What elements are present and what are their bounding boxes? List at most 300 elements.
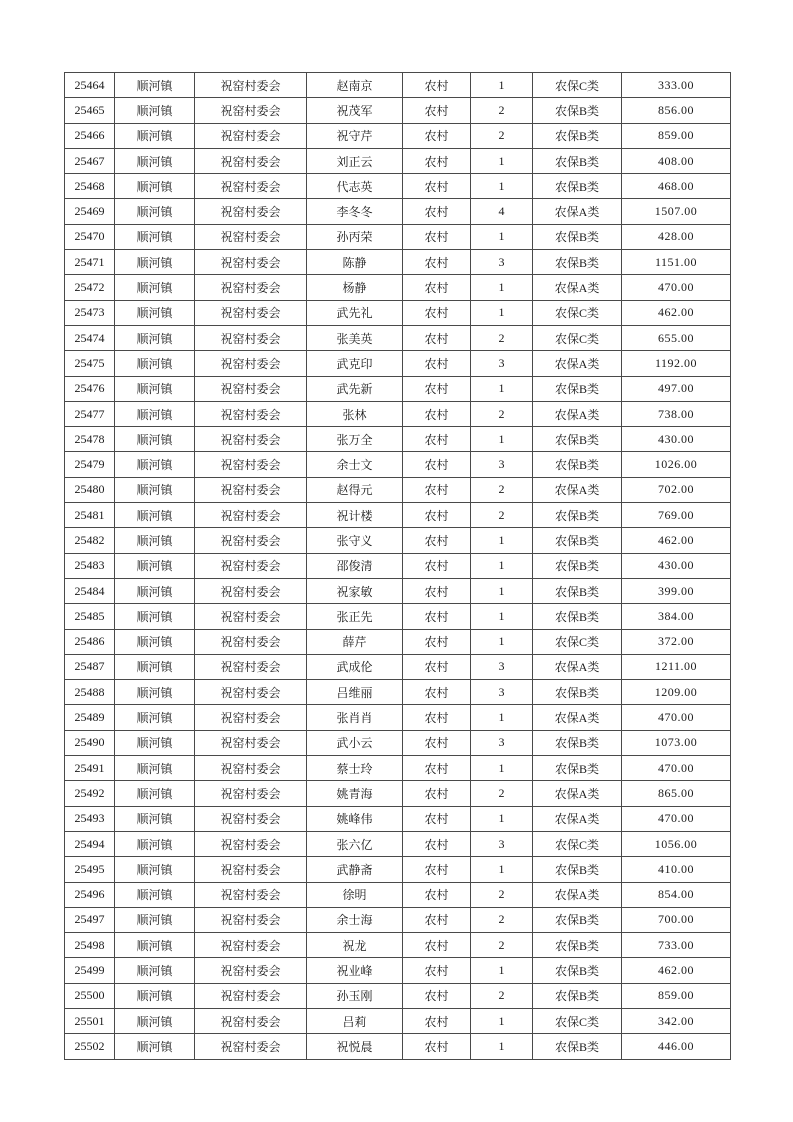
cell-id: 25485 bbox=[65, 604, 115, 629]
table-row bbox=[65, 604, 731, 629]
table-row bbox=[65, 705, 731, 730]
cell-count: 3 bbox=[471, 831, 533, 856]
cell-town: 顺河镇 bbox=[115, 452, 195, 477]
cell-name: 杨静 bbox=[307, 275, 403, 300]
cell-count: 1 bbox=[471, 756, 533, 781]
cell-name: 赵南京 bbox=[307, 73, 403, 98]
cell-category: 农保B类 bbox=[533, 528, 622, 553]
cell-name: 张守义 bbox=[307, 528, 403, 553]
table-row bbox=[65, 98, 731, 123]
cell-town: 顺河镇 bbox=[115, 907, 195, 932]
cell-name: 余士文 bbox=[307, 452, 403, 477]
cell-type: 农村 bbox=[403, 958, 471, 983]
cell-town: 顺河镇 bbox=[115, 528, 195, 553]
cell-amount: 333.00 bbox=[622, 73, 731, 98]
cell-amount: 1073.00 bbox=[622, 730, 731, 755]
table-row bbox=[65, 300, 731, 325]
cell-town: 顺河镇 bbox=[115, 958, 195, 983]
table-row bbox=[65, 831, 731, 856]
table-row bbox=[65, 553, 731, 578]
cell-category: 农保B类 bbox=[533, 857, 622, 882]
cell-amount: 497.00 bbox=[622, 376, 731, 401]
cell-name: 祝龙 bbox=[307, 933, 403, 958]
cell-village: 祝窑村委会 bbox=[195, 73, 307, 98]
cell-village: 祝窑村委会 bbox=[195, 401, 307, 426]
cell-town: 顺河镇 bbox=[115, 730, 195, 755]
cell-count: 2 bbox=[471, 983, 533, 1008]
cell-village: 祝窑村委会 bbox=[195, 578, 307, 603]
cell-category: 农保A类 bbox=[533, 781, 622, 806]
cell-town: 顺河镇 bbox=[115, 831, 195, 856]
cell-amount: 470.00 bbox=[622, 806, 731, 831]
table-row bbox=[65, 857, 731, 882]
cell-type: 农村 bbox=[403, 806, 471, 831]
cell-town: 顺河镇 bbox=[115, 477, 195, 502]
cell-village: 祝窑村委会 bbox=[195, 907, 307, 932]
cell-type: 农村 bbox=[403, 325, 471, 350]
cell-name: 孙丙荣 bbox=[307, 224, 403, 249]
cell-type: 农村 bbox=[403, 503, 471, 528]
cell-count: 1 bbox=[471, 806, 533, 831]
cell-id: 25489 bbox=[65, 705, 115, 730]
cell-town: 顺河镇 bbox=[115, 705, 195, 730]
cell-id: 25497 bbox=[65, 907, 115, 932]
cell-name: 刘正云 bbox=[307, 148, 403, 173]
cell-id: 25483 bbox=[65, 553, 115, 578]
cell-town: 顺河镇 bbox=[115, 427, 195, 452]
cell-amount: 859.00 bbox=[622, 983, 731, 1008]
cell-town: 顺河镇 bbox=[115, 680, 195, 705]
cell-category: 农保B类 bbox=[533, 604, 622, 629]
cell-count: 1 bbox=[471, 629, 533, 654]
cell-name: 祝守芹 bbox=[307, 123, 403, 148]
cell-amount: 738.00 bbox=[622, 401, 731, 426]
cell-amount: 859.00 bbox=[622, 123, 731, 148]
cell-village: 祝窑村委会 bbox=[195, 199, 307, 224]
table-row bbox=[65, 528, 731, 553]
cell-village: 祝窑村委会 bbox=[195, 933, 307, 958]
cell-village: 祝窑村委会 bbox=[195, 831, 307, 856]
cell-town: 顺河镇 bbox=[115, 275, 195, 300]
cell-type: 农村 bbox=[403, 1008, 471, 1033]
cell-type: 农村 bbox=[403, 705, 471, 730]
cell-category: 农保C类 bbox=[533, 325, 622, 350]
cell-category: 农保B类 bbox=[533, 123, 622, 148]
cell-amount: 372.00 bbox=[622, 629, 731, 654]
cell-village: 祝窑村委会 bbox=[195, 806, 307, 831]
cell-count: 1 bbox=[471, 427, 533, 452]
cell-type: 农村 bbox=[403, 351, 471, 376]
cell-id: 25472 bbox=[65, 275, 115, 300]
cell-count: 1 bbox=[471, 300, 533, 325]
cell-type: 农村 bbox=[403, 730, 471, 755]
cell-name: 代志英 bbox=[307, 174, 403, 199]
cell-town: 顺河镇 bbox=[115, 351, 195, 376]
cell-id: 25476 bbox=[65, 376, 115, 401]
cell-name: 吕莉 bbox=[307, 1008, 403, 1033]
table-row bbox=[65, 756, 731, 781]
cell-village: 祝窑村委会 bbox=[195, 528, 307, 553]
cell-amount: 462.00 bbox=[622, 958, 731, 983]
cell-type: 农村 bbox=[403, 73, 471, 98]
cell-count: 2 bbox=[471, 503, 533, 528]
cell-village: 祝窑村委会 bbox=[195, 224, 307, 249]
cell-town: 顺河镇 bbox=[115, 553, 195, 578]
table-row bbox=[65, 401, 731, 426]
cell-count: 2 bbox=[471, 477, 533, 502]
table-row bbox=[65, 730, 731, 755]
cell-amount: 1507.00 bbox=[622, 199, 731, 224]
cell-id: 25493 bbox=[65, 806, 115, 831]
cell-type: 农村 bbox=[403, 907, 471, 932]
table-row bbox=[65, 578, 731, 603]
cell-town: 顺河镇 bbox=[115, 1034, 195, 1059]
cell-type: 农村 bbox=[403, 680, 471, 705]
cell-category: 农保B类 bbox=[533, 553, 622, 578]
cell-amount: 470.00 bbox=[622, 275, 731, 300]
cell-village: 祝窑村委会 bbox=[195, 1008, 307, 1033]
cell-town: 顺河镇 bbox=[115, 325, 195, 350]
cell-category: 农保A类 bbox=[533, 351, 622, 376]
cell-town: 顺河镇 bbox=[115, 401, 195, 426]
cell-category: 农保B类 bbox=[533, 503, 622, 528]
cell-town: 顺河镇 bbox=[115, 148, 195, 173]
cell-village: 祝窑村委会 bbox=[195, 654, 307, 679]
cell-category: 农保A类 bbox=[533, 654, 622, 679]
cell-name: 孙玉刚 bbox=[307, 983, 403, 1008]
cell-town: 顺河镇 bbox=[115, 756, 195, 781]
cell-village: 祝窑村委会 bbox=[195, 174, 307, 199]
cell-name: 薛芹 bbox=[307, 629, 403, 654]
cell-name: 邵俊清 bbox=[307, 553, 403, 578]
cell-town: 顺河镇 bbox=[115, 199, 195, 224]
cell-town: 顺河镇 bbox=[115, 604, 195, 629]
cell-id: 25470 bbox=[65, 224, 115, 249]
cell-amount: 856.00 bbox=[622, 98, 731, 123]
cell-id: 25500 bbox=[65, 983, 115, 1008]
cell-village: 祝窑村委会 bbox=[195, 629, 307, 654]
cell-category: 农保A类 bbox=[533, 275, 622, 300]
cell-amount: 854.00 bbox=[622, 882, 731, 907]
cell-category: 农保C类 bbox=[533, 831, 622, 856]
table-row bbox=[65, 503, 731, 528]
cell-id: 25496 bbox=[65, 882, 115, 907]
cell-type: 农村 bbox=[403, 528, 471, 553]
cell-amount: 462.00 bbox=[622, 300, 731, 325]
cell-id: 25494 bbox=[65, 831, 115, 856]
cell-category: 农保B类 bbox=[533, 958, 622, 983]
cell-town: 顺河镇 bbox=[115, 933, 195, 958]
cell-count: 1 bbox=[471, 857, 533, 882]
cell-count: 1 bbox=[471, 528, 533, 553]
cell-town: 顺河镇 bbox=[115, 376, 195, 401]
cell-amount: 1211.00 bbox=[622, 654, 731, 679]
cell-category: 农保B类 bbox=[533, 578, 622, 603]
cell-town: 顺河镇 bbox=[115, 300, 195, 325]
cell-town: 顺河镇 bbox=[115, 250, 195, 275]
cell-village: 祝窑村委会 bbox=[195, 756, 307, 781]
cell-type: 农村 bbox=[403, 882, 471, 907]
cell-category: 农保A类 bbox=[533, 806, 622, 831]
cell-name: 蔡士玲 bbox=[307, 756, 403, 781]
cell-category: 农保B类 bbox=[533, 1034, 622, 1059]
cell-id: 25491 bbox=[65, 756, 115, 781]
cell-name: 姚青海 bbox=[307, 781, 403, 806]
cell-id: 25501 bbox=[65, 1008, 115, 1033]
cell-count: 3 bbox=[471, 730, 533, 755]
cell-id: 25464 bbox=[65, 73, 115, 98]
cell-id: 25481 bbox=[65, 503, 115, 528]
cell-name: 张林 bbox=[307, 401, 403, 426]
cell-category: 农保B类 bbox=[533, 730, 622, 755]
cell-amount: 1026.00 bbox=[622, 452, 731, 477]
cell-type: 农村 bbox=[403, 654, 471, 679]
cell-village: 祝窑村委会 bbox=[195, 857, 307, 882]
cell-count: 3 bbox=[471, 351, 533, 376]
cell-category: 农保B类 bbox=[533, 907, 622, 932]
cell-village: 祝窑村委会 bbox=[195, 1034, 307, 1059]
table-row bbox=[65, 174, 731, 199]
table-row bbox=[65, 680, 731, 705]
table-row bbox=[65, 1008, 731, 1033]
cell-id: 25492 bbox=[65, 781, 115, 806]
table-row bbox=[65, 199, 731, 224]
cell-category: 农保A类 bbox=[533, 477, 622, 502]
cell-count: 4 bbox=[471, 199, 533, 224]
cell-id: 25465 bbox=[65, 98, 115, 123]
cell-village: 祝窑村委会 bbox=[195, 781, 307, 806]
cell-count: 2 bbox=[471, 781, 533, 806]
cell-name: 武克印 bbox=[307, 351, 403, 376]
cell-category: 农保C类 bbox=[533, 1008, 622, 1033]
cell-id: 25484 bbox=[65, 578, 115, 603]
cell-name: 张万全 bbox=[307, 427, 403, 452]
cell-count: 1 bbox=[471, 958, 533, 983]
cell-type: 农村 bbox=[403, 98, 471, 123]
cell-count: 1 bbox=[471, 604, 533, 629]
table-row bbox=[65, 958, 731, 983]
cell-amount: 399.00 bbox=[622, 578, 731, 603]
cell-town: 顺河镇 bbox=[115, 629, 195, 654]
cell-id: 25479 bbox=[65, 452, 115, 477]
cell-name: 张正先 bbox=[307, 604, 403, 629]
table-row bbox=[65, 882, 731, 907]
cell-type: 农村 bbox=[403, 148, 471, 173]
cell-id: 25478 bbox=[65, 427, 115, 452]
cell-count: 1 bbox=[471, 224, 533, 249]
cell-village: 祝窑村委会 bbox=[195, 250, 307, 275]
cell-id: 25482 bbox=[65, 528, 115, 553]
cell-id: 25468 bbox=[65, 174, 115, 199]
cell-village: 祝窑村委会 bbox=[195, 604, 307, 629]
cell-amount: 446.00 bbox=[622, 1034, 731, 1059]
cell-amount: 1209.00 bbox=[622, 680, 731, 705]
cell-amount: 1151.00 bbox=[622, 250, 731, 275]
cell-name: 武先新 bbox=[307, 376, 403, 401]
cell-id: 25473 bbox=[65, 300, 115, 325]
cell-town: 顺河镇 bbox=[115, 73, 195, 98]
table-row bbox=[65, 477, 731, 502]
cell-id: 25474 bbox=[65, 325, 115, 350]
cell-amount: 1056.00 bbox=[622, 831, 731, 856]
cell-amount: 468.00 bbox=[622, 174, 731, 199]
cell-type: 农村 bbox=[403, 477, 471, 502]
cell-town: 顺河镇 bbox=[115, 1008, 195, 1033]
cell-id: 25467 bbox=[65, 148, 115, 173]
table-row bbox=[65, 376, 731, 401]
cell-village: 祝窑村委会 bbox=[195, 300, 307, 325]
cell-amount: 470.00 bbox=[622, 756, 731, 781]
cell-name: 吕维丽 bbox=[307, 680, 403, 705]
cell-village: 祝窑村委会 bbox=[195, 376, 307, 401]
cell-amount: 462.00 bbox=[622, 528, 731, 553]
cell-count: 1 bbox=[471, 275, 533, 300]
cell-name: 姚峰伟 bbox=[307, 806, 403, 831]
cell-count: 1 bbox=[471, 1034, 533, 1059]
cell-amount: 428.00 bbox=[622, 224, 731, 249]
cell-village: 祝窑村委会 bbox=[195, 351, 307, 376]
table-row bbox=[65, 325, 731, 350]
table-row bbox=[65, 427, 731, 452]
cell-type: 农村 bbox=[403, 933, 471, 958]
cell-amount: 342.00 bbox=[622, 1008, 731, 1033]
cell-category: 农保B类 bbox=[533, 427, 622, 452]
cell-id: 25490 bbox=[65, 730, 115, 755]
cell-type: 农村 bbox=[403, 427, 471, 452]
cell-type: 农村 bbox=[403, 199, 471, 224]
cell-count: 2 bbox=[471, 907, 533, 932]
cell-name: 张六亿 bbox=[307, 831, 403, 856]
cell-town: 顺河镇 bbox=[115, 174, 195, 199]
cell-name: 祝茂军 bbox=[307, 98, 403, 123]
cell-count: 3 bbox=[471, 452, 533, 477]
cell-count: 1 bbox=[471, 73, 533, 98]
cell-category: 农保B类 bbox=[533, 983, 622, 1008]
cell-count: 2 bbox=[471, 401, 533, 426]
cell-count: 2 bbox=[471, 882, 533, 907]
cell-amount: 769.00 bbox=[622, 503, 731, 528]
cell-count: 3 bbox=[471, 654, 533, 679]
cell-amount: 733.00 bbox=[622, 933, 731, 958]
cell-id: 25486 bbox=[65, 629, 115, 654]
table-row bbox=[65, 1034, 731, 1059]
cell-count: 1 bbox=[471, 1008, 533, 1033]
cell-type: 农村 bbox=[403, 224, 471, 249]
cell-id: 25466 bbox=[65, 123, 115, 148]
cell-id: 25495 bbox=[65, 857, 115, 882]
cell-count: 1 bbox=[471, 553, 533, 578]
cell-village: 祝窑村委会 bbox=[195, 325, 307, 350]
table-row bbox=[65, 907, 731, 932]
cell-type: 农村 bbox=[403, 1034, 471, 1059]
cell-name: 武成伦 bbox=[307, 654, 403, 679]
cell-id: 25477 bbox=[65, 401, 115, 426]
cell-category: 农保B类 bbox=[533, 376, 622, 401]
cell-count: 1 bbox=[471, 376, 533, 401]
cell-type: 农村 bbox=[403, 629, 471, 654]
cell-name: 祝业峰 bbox=[307, 958, 403, 983]
cell-category: 农保B类 bbox=[533, 933, 622, 958]
cell-name: 余士海 bbox=[307, 907, 403, 932]
cell-town: 顺河镇 bbox=[115, 983, 195, 1008]
table-row bbox=[65, 983, 731, 1008]
cell-id: 25502 bbox=[65, 1034, 115, 1059]
cell-village: 祝窑村委会 bbox=[195, 983, 307, 1008]
cell-count: 2 bbox=[471, 98, 533, 123]
table-row bbox=[65, 806, 731, 831]
table-row bbox=[65, 933, 731, 958]
table-row bbox=[65, 452, 731, 477]
cell-town: 顺河镇 bbox=[115, 882, 195, 907]
cell-type: 农村 bbox=[403, 174, 471, 199]
cell-amount: 700.00 bbox=[622, 907, 731, 932]
cell-count: 1 bbox=[471, 148, 533, 173]
cell-category: 农保B类 bbox=[533, 148, 622, 173]
cell-type: 农村 bbox=[403, 376, 471, 401]
cell-town: 顺河镇 bbox=[115, 123, 195, 148]
cell-type: 农村 bbox=[403, 401, 471, 426]
cell-village: 祝窑村委会 bbox=[195, 275, 307, 300]
cell-village: 祝窑村委会 bbox=[195, 705, 307, 730]
cell-category: 农保B类 bbox=[533, 680, 622, 705]
cell-id: 25469 bbox=[65, 199, 115, 224]
cell-id: 25480 bbox=[65, 477, 115, 502]
cell-type: 农村 bbox=[403, 578, 471, 603]
cell-id: 25488 bbox=[65, 680, 115, 705]
cell-village: 祝窑村委会 bbox=[195, 98, 307, 123]
cell-village: 祝窑村委会 bbox=[195, 452, 307, 477]
table-row bbox=[65, 781, 731, 806]
cell-category: 农保C类 bbox=[533, 73, 622, 98]
cell-amount: 410.00 bbox=[622, 857, 731, 882]
cell-category: 农保A类 bbox=[533, 705, 622, 730]
cell-type: 农村 bbox=[403, 604, 471, 629]
cell-name: 祝悦晨 bbox=[307, 1034, 403, 1059]
cell-town: 顺河镇 bbox=[115, 98, 195, 123]
cell-name: 武静斋 bbox=[307, 857, 403, 882]
cell-town: 顺河镇 bbox=[115, 806, 195, 831]
cell-village: 祝窑村委会 bbox=[195, 427, 307, 452]
cell-count: 2 bbox=[471, 123, 533, 148]
table-row bbox=[65, 654, 731, 679]
cell-type: 农村 bbox=[403, 781, 471, 806]
cell-village: 祝窑村委会 bbox=[195, 553, 307, 578]
cell-type: 农村 bbox=[403, 275, 471, 300]
cell-count: 2 bbox=[471, 325, 533, 350]
cell-village: 祝窑村委会 bbox=[195, 123, 307, 148]
cell-category: 农保C类 bbox=[533, 300, 622, 325]
cell-name: 武小云 bbox=[307, 730, 403, 755]
cell-town: 顺河镇 bbox=[115, 857, 195, 882]
cell-village: 祝窑村委会 bbox=[195, 680, 307, 705]
cell-town: 顺河镇 bbox=[115, 224, 195, 249]
cell-type: 农村 bbox=[403, 756, 471, 781]
cell-amount: 470.00 bbox=[622, 705, 731, 730]
cell-name: 陈静 bbox=[307, 250, 403, 275]
cell-name: 祝家敏 bbox=[307, 578, 403, 603]
cell-count: 3 bbox=[471, 250, 533, 275]
cell-name: 李冬冬 bbox=[307, 199, 403, 224]
cell-village: 祝窑村委会 bbox=[195, 730, 307, 755]
table-row bbox=[65, 73, 731, 98]
cell-type: 农村 bbox=[403, 553, 471, 578]
cell-amount: 384.00 bbox=[622, 604, 731, 629]
cell-category: 农保B类 bbox=[533, 250, 622, 275]
cell-count: 1 bbox=[471, 705, 533, 730]
cell-count: 1 bbox=[471, 174, 533, 199]
cell-village: 祝窑村委会 bbox=[195, 958, 307, 983]
cell-village: 祝窑村委会 bbox=[195, 882, 307, 907]
